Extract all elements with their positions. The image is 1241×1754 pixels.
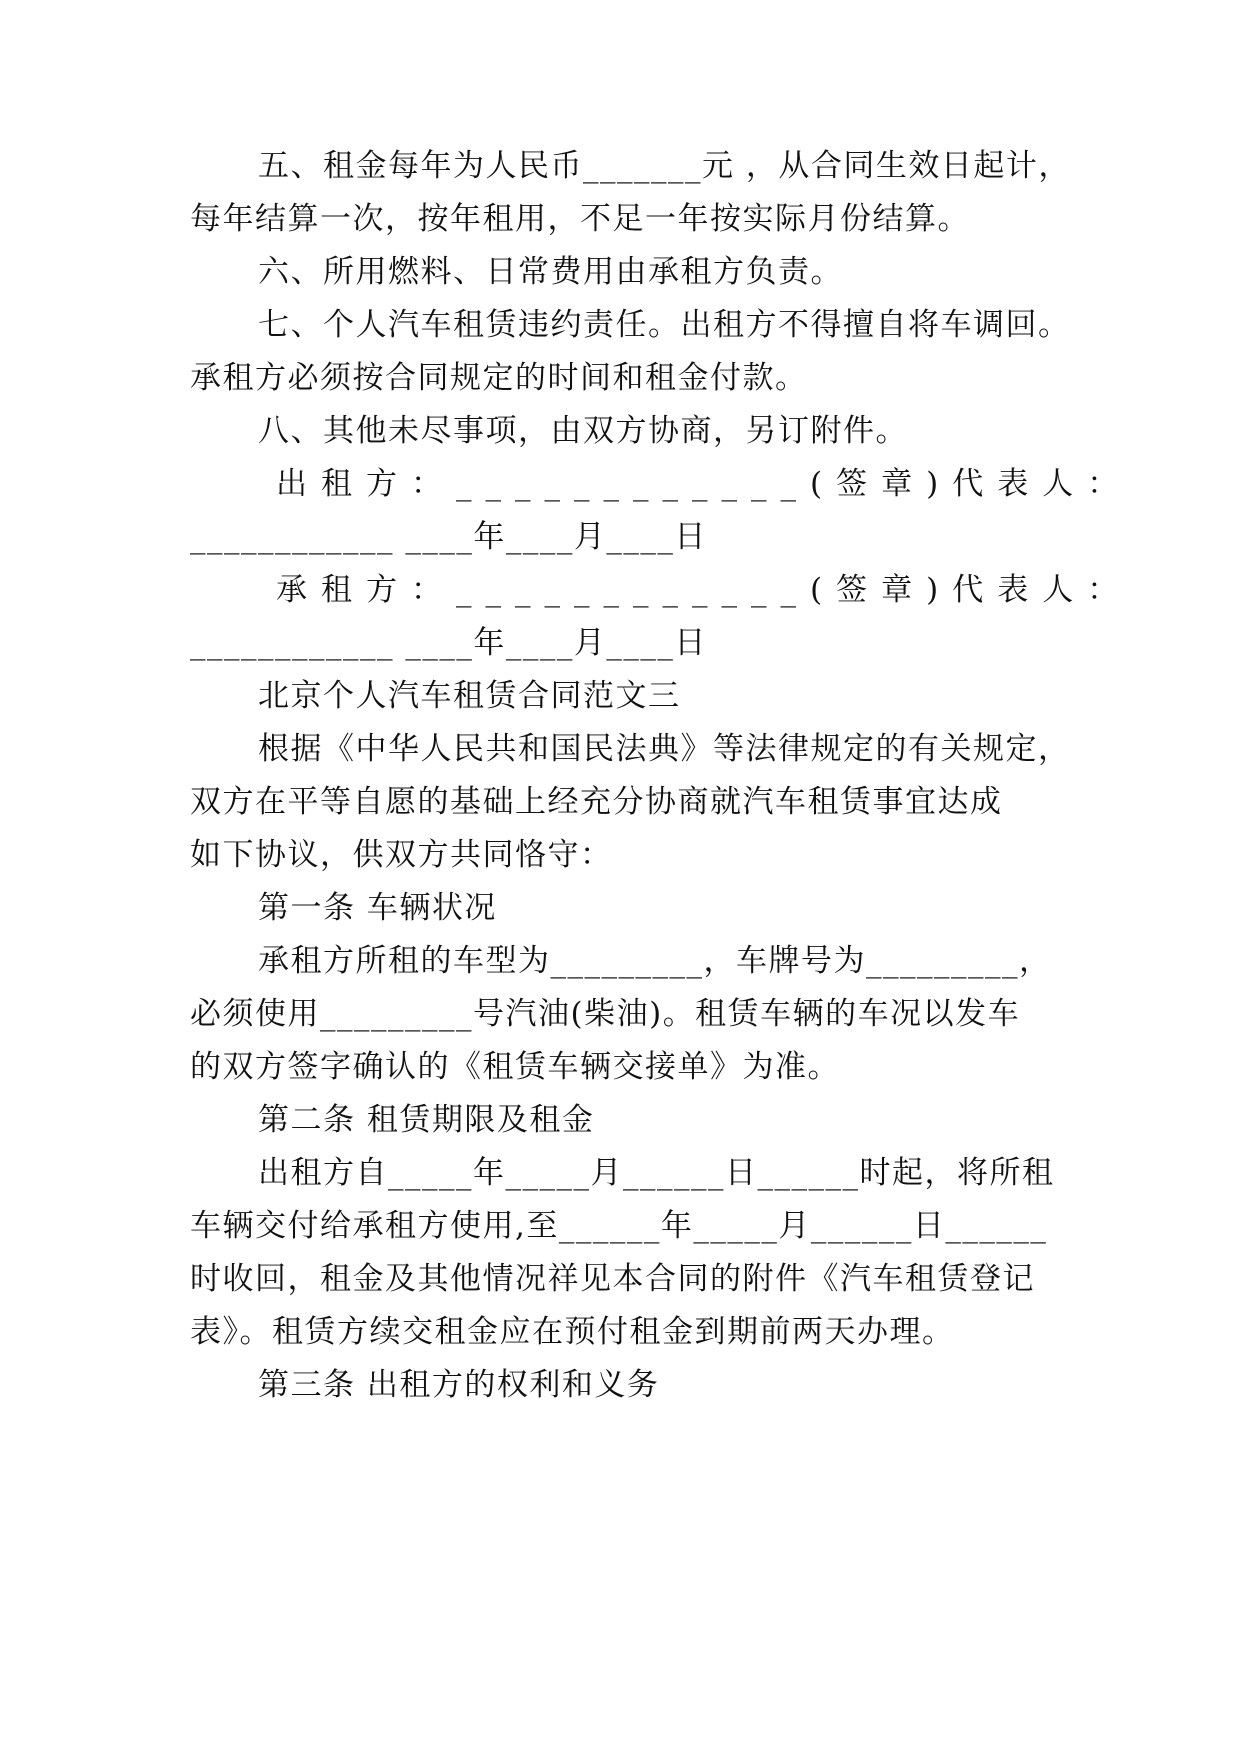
clause-7-line-2: 承租方必须按合同规定的时间和租金付款。 (190, 360, 808, 396)
article-1-line-1: 承租方所租的车型为_________，车牌号为_________， (258, 943, 1052, 979)
clause-6: 六、所用燃料、日常费用由承租方负责。 (258, 254, 843, 290)
lessee-date-line: ____________ ____年____月____日 (190, 625, 707, 661)
article-3-heading: 第三条 出租方的权利和义务 (258, 1367, 660, 1403)
article-1-heading: 第一条 车辆状况 (258, 890, 497, 926)
clause-8: 八、其他未尽事项，由双方协商，另订附件。 (258, 413, 908, 449)
article-2-heading: 第二条 租赁期限及租金 (258, 1102, 595, 1138)
preamble-line-2: 双方在平等自愿的基础上经充分协商就汽车租赁事宜达成 (190, 784, 1003, 820)
lessee-signature-line: 承租方：____________(签章)代表人： (276, 572, 1133, 608)
section-title: 北京个人汽车租赁合同范文三 (258, 678, 681, 714)
preamble-line-1: 根据《中华人民共和国民法典》等法律规定的有关规定， (258, 731, 1071, 767)
lessor-signature-line: 出租方：____________(签章)代表人： (276, 466, 1133, 502)
clause-5-line-2: 每年结算一次，按年租用，不足一年按实际月份结算。 (190, 201, 970, 237)
article-1-line-2: 必须使用_________号汽油(柴油)。租赁车辆的车况以发车 (190, 996, 1021, 1032)
article-2-line-2: 车辆交付给承租方使用,至______年_____月______日______ (190, 1208, 1048, 1244)
article-2-line-3: 时收回，租金及其他情况祥见本合同的附件《汽车租赁登记 (190, 1261, 1035, 1297)
article-2-line-4: 表》。租赁方续交租金应在预付租金到期前两天办理。 (190, 1314, 955, 1350)
article-2-line-1: 出租方自_____年_____月______日______时起，将所租 (258, 1155, 1055, 1191)
lessor-date-line: ____________ ____年____月____日 (190, 519, 707, 555)
article-1-line-3: 的双方签字确认的《租赁车辆交接单》为准。 (190, 1049, 840, 1085)
clause-5-line-1: 五、租金每年为人民币_______元 ，从合同生效日起计， (258, 148, 1071, 184)
clause-7-line-1: 七、个人汽车租赁违约责任。出租方不得擅自将车调回。 (258, 307, 1071, 343)
preamble-line-3: 如下协议，供双方共同恪守： (190, 837, 613, 873)
